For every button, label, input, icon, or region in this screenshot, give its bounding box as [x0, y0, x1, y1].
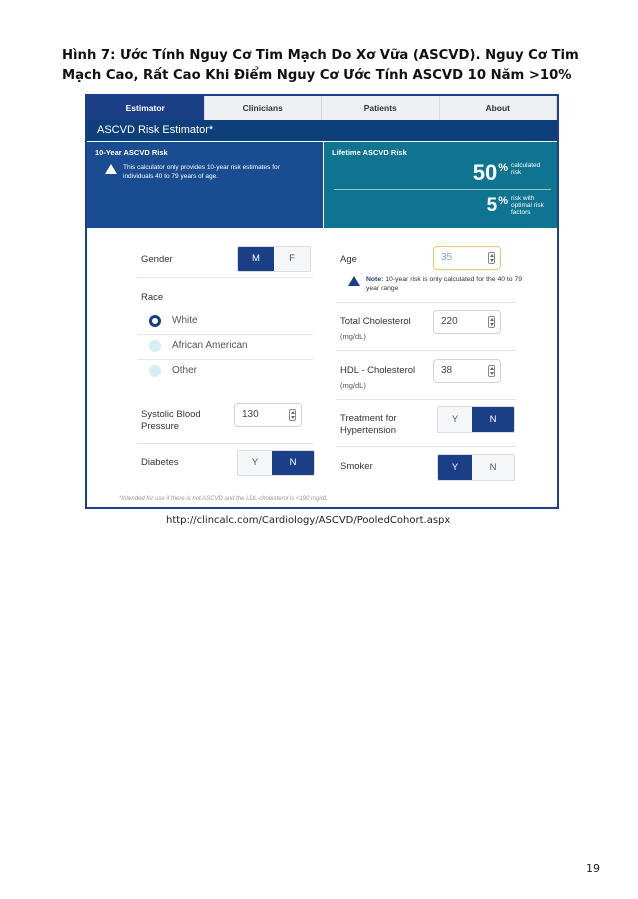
ten-year-risk-panel [87, 142, 323, 228]
tab-patients[interactable]: Patients [322, 96, 440, 120]
optimal-risk-label: risk with optimal risk factors [511, 195, 544, 216]
diabetes-yes-option[interactable]: Y [238, 451, 272, 475]
warning-icon [105, 164, 117, 174]
total-cholesterol-value: 220 [441, 316, 458, 327]
total-cholesterol-input[interactable] [433, 310, 501, 334]
hdl-cholesterol-label [340, 365, 415, 392]
stepper-icon[interactable] [488, 316, 495, 328]
gender-label: Gender [141, 254, 173, 265]
divider [336, 399, 516, 400]
age-value: 35 [441, 252, 453, 263]
total-cholesterol-label [340, 316, 411, 343]
smoker-yes-option[interactable]: Y [438, 455, 472, 480]
ten-year-warning [105, 163, 288, 181]
systolic-input[interactable] [234, 403, 302, 427]
calculated-risk-value: 50 [472, 160, 498, 185]
warning-icon [348, 276, 360, 286]
lifetime-risk-title: Lifetime ASCVD Risk [332, 148, 407, 157]
estimator-title: ASCVD Risk Estimator* [87, 120, 557, 141]
tab-clinicians[interactable]: Clinicians [205, 96, 323, 120]
race-option-label: African American [172, 340, 248, 351]
figure-heading: Hình 7: Ước Tính Nguy Cơ Tim Mạch Do Xơ Vữa (ASCVD). Nguy Cơ Tim Mạch Cao, Rất Cao Khi Điểm Nguy Cơ Ước Tính ASCVD 10 Năm >10% [62, 48, 579, 83]
divider [336, 350, 516, 351]
race-label: Race [141, 292, 164, 303]
percent-sign: % [498, 195, 508, 207]
hdl-cholesterol-input[interactable] [433, 359, 501, 383]
age-note-text: 10-year risk is only calculated for the 40 to 79 year range [366, 276, 523, 292]
tab-estimator[interactable]: Estimator [87, 96, 205, 120]
footnote: *Intended for use if there is not ASCVD and the LDL-cholesterol is <190 mg/dL [119, 496, 328, 502]
ten-year-risk-title: 10-Year ASCVD Risk [95, 148, 168, 157]
tab-about[interactable]: About [440, 96, 558, 120]
age-note [346, 275, 536, 293]
diabetes-label: Diabetes [141, 457, 179, 468]
total-cholesterol-unit: (mg/dL) [340, 332, 366, 341]
ten-year-warning-text: This calculator only provides 10-year risk estimates for individuals 40 to 79 years of age. [123, 164, 280, 180]
age-note-label: Note: [366, 276, 384, 283]
divider [137, 443, 313, 444]
gender-toggle [237, 246, 311, 272]
age-input[interactable] [433, 246, 501, 270]
optimal-risk-value: 5 [486, 195, 498, 216]
page-number: 19 [586, 862, 600, 875]
diabetes-toggle [237, 450, 315, 476]
radio-unselected-icon [149, 365, 161, 377]
treatment-hypertension-label: Treatment for Hypertension [340, 413, 397, 436]
divider [336, 302, 516, 303]
gender-male-option[interactable]: M [238, 247, 274, 271]
source-caption: http://clincalc.com/Cardiology/ASCVD/PooledCohort.aspx [166, 515, 451, 526]
systolic-label: Systolic Blood Pressure [141, 409, 201, 432]
race-option-african-american[interactable] [137, 334, 313, 360]
race-option-other[interactable] [137, 359, 313, 384]
percent-sign: % [498, 162, 508, 174]
diabetes-no-option[interactable]: N [272, 451, 314, 475]
stepper-icon[interactable] [488, 365, 495, 377]
ascvd-screenshot [85, 94, 559, 509]
smoker-label: Smoker [340, 461, 373, 472]
optimal-risk-row [487, 195, 551, 217]
calculated-risk-label: calculated risk [511, 162, 541, 176]
tab-bar [87, 96, 557, 120]
smoker-toggle [437, 454, 515, 481]
treatment-no-option[interactable]: N [472, 407, 514, 432]
divider [336, 446, 516, 447]
hdl-cholesterol-value: 38 [441, 365, 453, 376]
race-option-label: White [172, 315, 198, 326]
smoker-no-option[interactable]: N [472, 455, 514, 480]
age-label: Age [340, 254, 357, 265]
stepper-icon[interactable] [488, 252, 495, 264]
treatment-toggle [437, 406, 515, 433]
hdl-cholesterol-label-text: HDL - Cholesterol [340, 365, 416, 376]
race-option-white[interactable] [137, 309, 313, 335]
gender-female-option[interactable]: F [274, 247, 310, 271]
radio-unselected-icon [149, 340, 161, 352]
stepper-icon[interactable] [289, 409, 296, 421]
race-option-label: Other [172, 365, 198, 376]
hdl-cholesterol-unit: (mg/dL) [340, 381, 366, 390]
systolic-value: 130 [242, 409, 259, 420]
divider [137, 277, 313, 278]
lifetime-risk-panel [324, 142, 557, 228]
calculated-risk-row [473, 162, 551, 184]
radio-selected-icon [149, 315, 161, 327]
total-cholesterol-label-text: Total Cholesterol [340, 316, 411, 327]
treatment-yes-option[interactable]: Y [438, 407, 472, 432]
risk-divider [334, 189, 551, 190]
